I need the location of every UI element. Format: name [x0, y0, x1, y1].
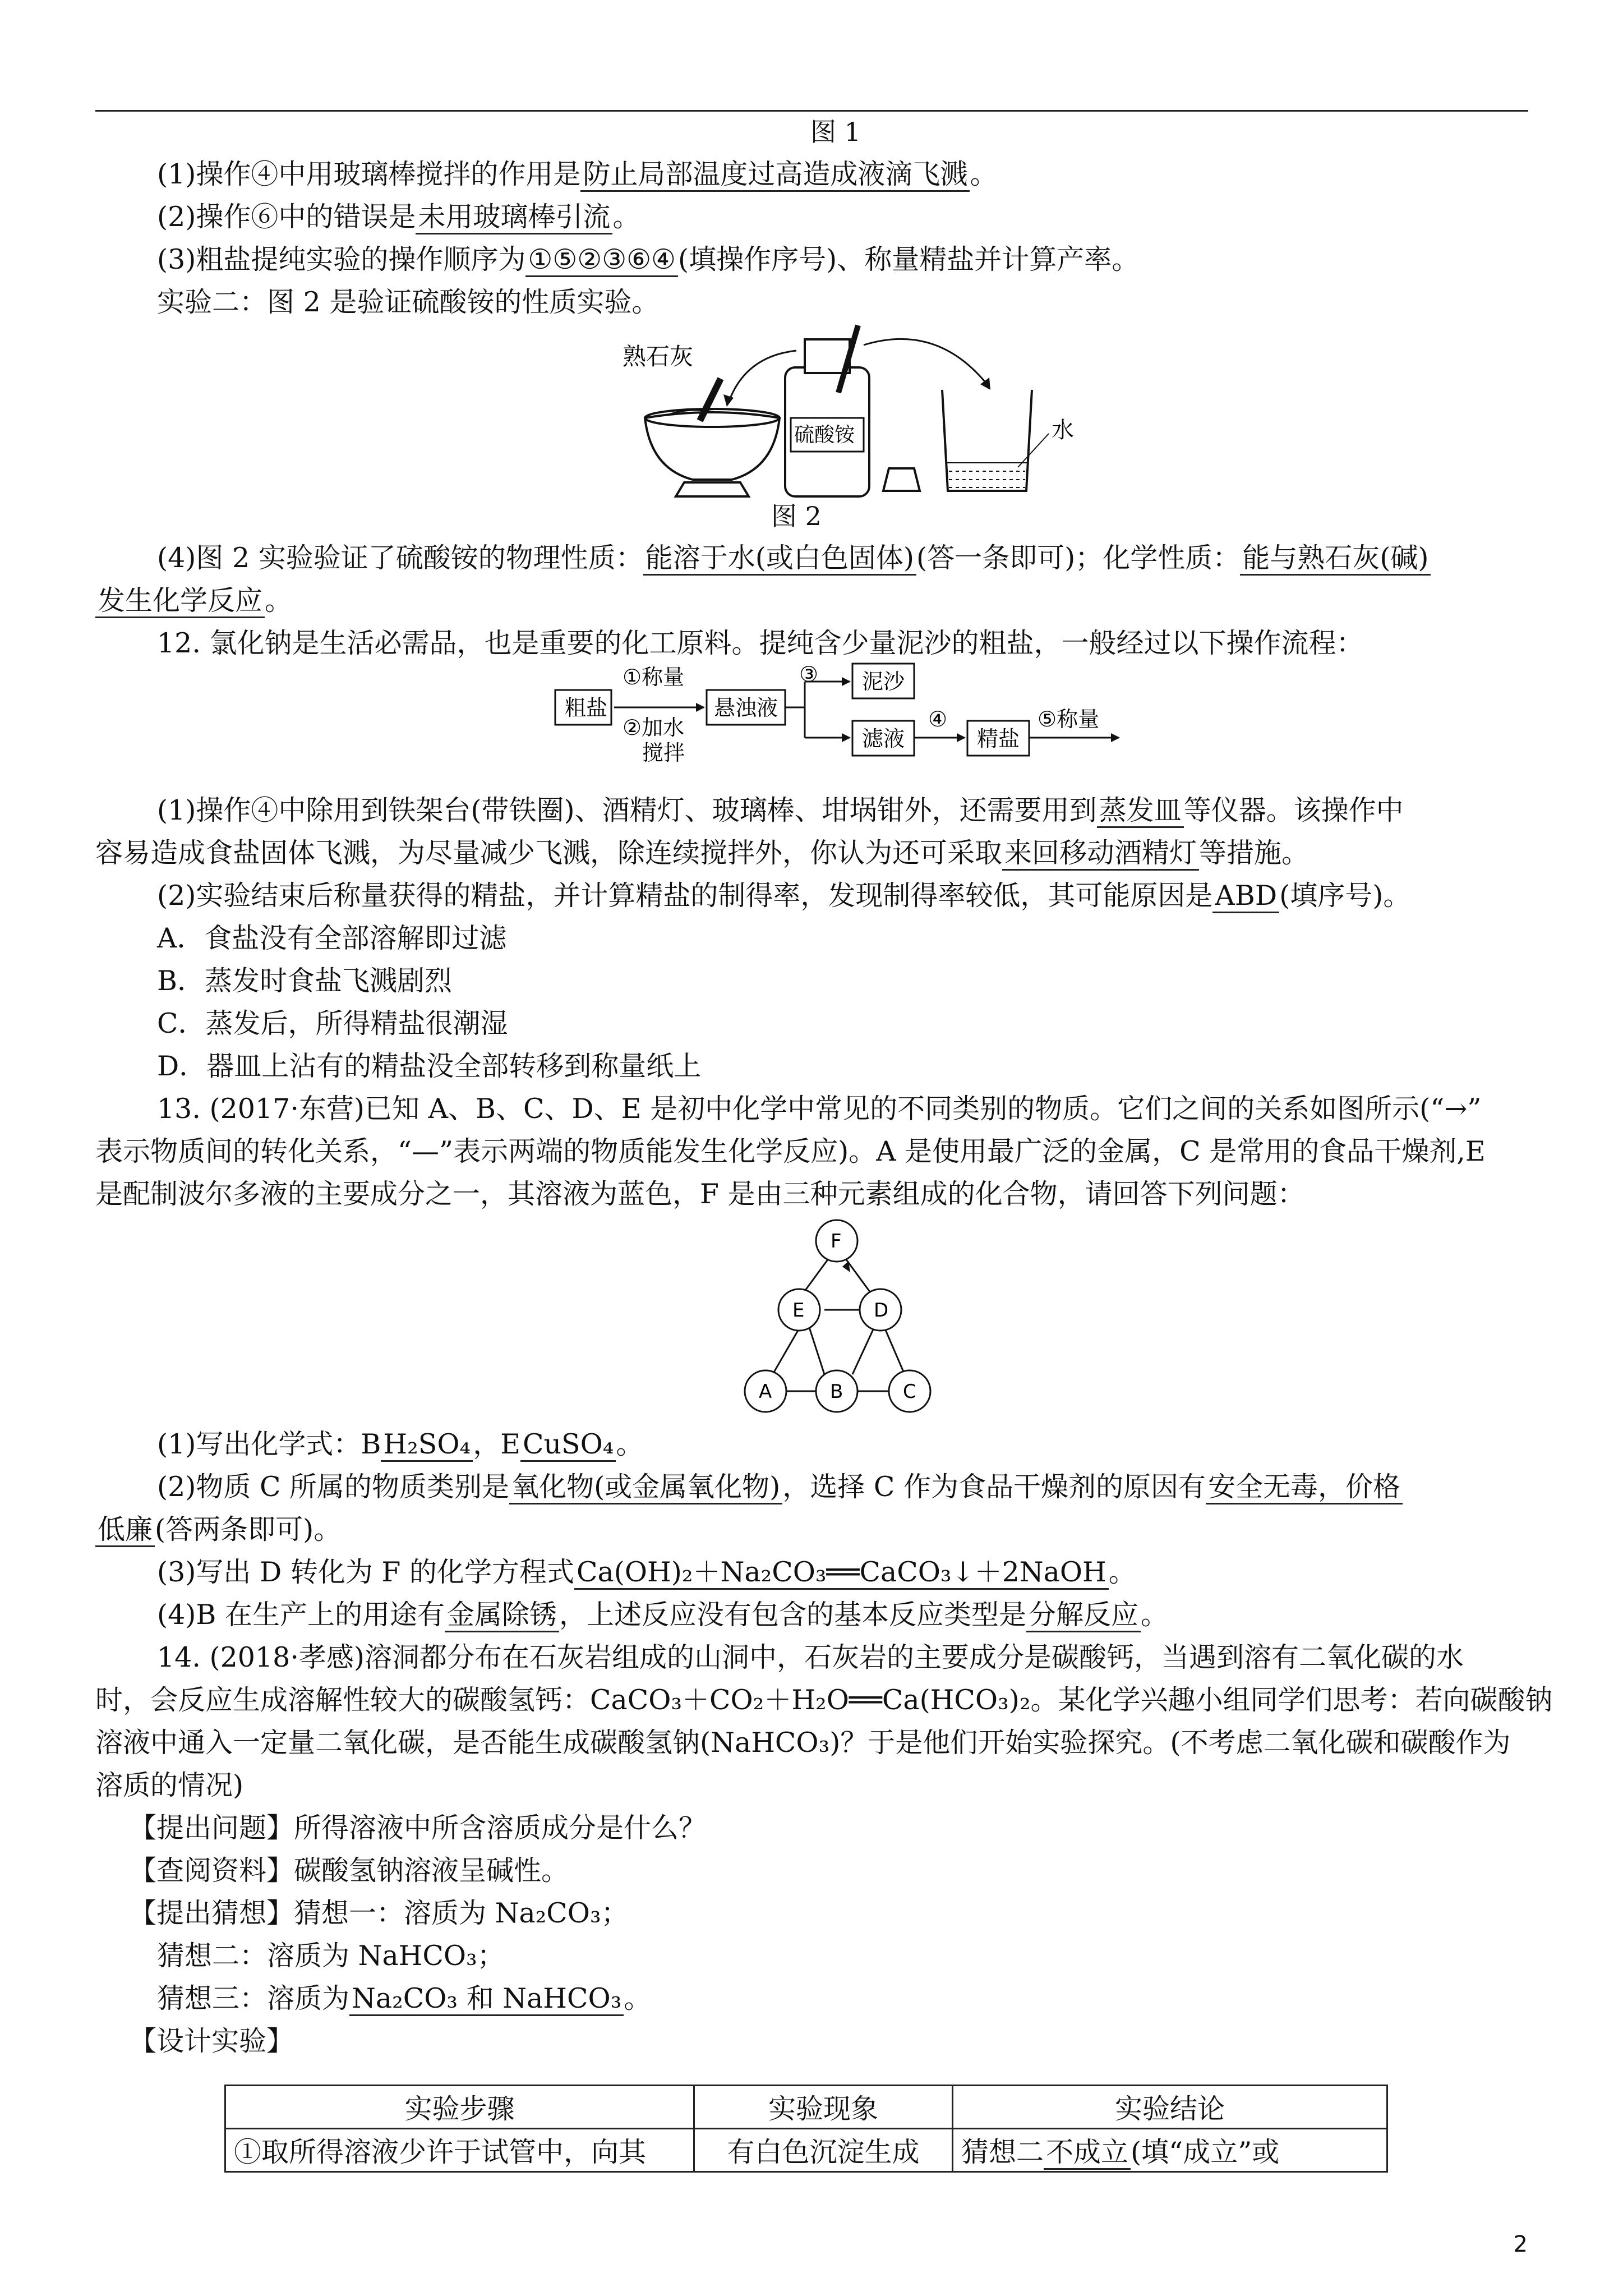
- q14-guess3-text: 猜想三：溶质为: [157, 1982, 350, 2014]
- q13-line-2: 表示物质间的转化关系，“—”表示两端的物质能发生化学反应)。A 是使用最广泛的金属，C 是常用的食品干燥剂,E: [95, 1135, 1486, 1167]
- mortar-icon: [645, 412, 780, 480]
- q13-a1-answer-e: CuSO₄: [520, 1428, 616, 1462]
- q13-answer-1: [157, 1425, 643, 1464]
- q12-p1-answer: 蒸发皿: [1097, 794, 1184, 828]
- node-e-label: E: [792, 1299, 805, 1322]
- q13-a3-answer: Ca(OH)₂＋Na₂CO₃══CaCO₃↓＋2NaOH: [574, 1556, 1109, 1590]
- flow-filtrate-label: 滤液: [862, 726, 905, 751]
- page-number: 2: [1513, 2231, 1528, 2257]
- q13-a1-answer-b: H₂SO₄: [381, 1428, 473, 1462]
- q14-guess-3: [157, 1979, 651, 2018]
- q13-a3-end: 。: [1108, 1556, 1136, 1588]
- q13-a1-mid: ，E: [473, 1428, 520, 1460]
- q12-flow-diagram: [552, 659, 1124, 777]
- q12-p2-text: (2)实验结束后称量获得的精盐，并计算精盐的制得率，发现制得率较低，其可能原因是: [157, 880, 1213, 912]
- q11-line-3: [157, 240, 1139, 279]
- flow-step1-label: ①称量: [623, 665, 685, 689]
- flow-step2b-label: 搅拌: [642, 740, 685, 765]
- q14-guess-2: 猜想二：溶质为 NaHCO₃；: [157, 1940, 505, 1972]
- q11-line-1: [157, 155, 997, 194]
- q13-a2-answer-2: 安全无毒，价格: [1206, 1471, 1403, 1504]
- pestle-icon: [700, 379, 721, 421]
- row1-step: ①取所得溶液少许于试管中，向其: [225, 2129, 694, 2172]
- q11-l5-answer-2: 能与熟石灰(碱): [1240, 542, 1431, 576]
- label-lime: 熟石灰: [623, 343, 694, 370]
- q12-p1b-text: 容易造成食盐固体飞溅，为尽量减少飞溅，除连续搅拌外，你认为还可采取: [95, 837, 1003, 869]
- node-a-label: A: [759, 1381, 772, 1403]
- q12-intro: 12. 氯化钠是生活必需品，也是重要的化工原料。提纯含少量泥沙的粗盐，一般经过以下操作流程：: [157, 627, 1364, 659]
- q12-p1b: [95, 834, 1309, 873]
- q14-line-1: 14. (2018·孝感)溶洞都分布在石灰岩组成的山洞中，石灰岩的主要成分是碳酸钙，当遇到溶有二氧化碳的水: [157, 1641, 1464, 1673]
- label-ammonium-sulfate: 硫酸铵: [794, 424, 855, 447]
- arrow-to-beaker-icon: [864, 339, 987, 384]
- q11-line-2: [157, 197, 640, 237]
- q12-p2: [157, 876, 1410, 915]
- flow-crude-label: 粗盐: [565, 696, 608, 720]
- q13-answer-2b: [95, 1510, 341, 1549]
- table-header-row: [225, 2086, 1387, 2129]
- q12-p1b-answer: 来回移动酒精灯: [1002, 837, 1199, 871]
- stopper-icon: [883, 468, 920, 491]
- row1-conclusion-end: (填“成立”或: [1131, 2136, 1280, 2168]
- q14-info: 【查阅资料】碳酸氢钠溶液呈碱性。: [129, 1855, 569, 1887]
- q12-p1b-end: 等措施。: [1199, 837, 1310, 869]
- q12-option-d: D．器皿上沾有的精盐没全部转移到称量纸上: [157, 1050, 702, 1082]
- row1-conclusion-text: 猜想二: [961, 2136, 1044, 2168]
- q12-p2-end: (填序号)。: [1279, 880, 1411, 912]
- flow-step3-label: ③: [799, 662, 819, 687]
- q12-p2-answer: ABD: [1212, 880, 1279, 913]
- q11-l3-end: (填操作序号)、称量精盐并计算产率。: [678, 243, 1140, 275]
- q14-guess3-end: 。: [624, 1982, 652, 2014]
- q13-a2b-answer: 低廉: [95, 1513, 155, 1547]
- label-water: 水: [1052, 417, 1074, 443]
- q12-option-a: A．食盐没有全部溶解即过滤: [157, 922, 507, 954]
- q12-p1-end: 等仪器。该操作中: [1183, 794, 1404, 826]
- q13-line-3: 是配制波尔多液的主要成分之一，其溶液为蓝色，F 是由三种元素组成的化合物，请回答下列问题：: [95, 1178, 1305, 1210]
- node-b-label: B: [830, 1381, 843, 1403]
- q12-option-b: B．蒸发时食盐飞溅剧烈: [157, 965, 453, 997]
- table-header-phenomenon: 实验现象: [694, 2086, 953, 2129]
- q11-l5-text: (4)图 2 实验验证了硫酸铵的物理性质：: [157, 542, 643, 574]
- figure-2-diagram: [617, 323, 1099, 502]
- beaker-icon: [942, 390, 1032, 491]
- q14-guess-1: 【提出猜想】猜想一：溶质为 Na₂CO₃；: [129, 1897, 629, 1929]
- q11-line-6: [95, 581, 292, 620]
- table-row: [225, 2129, 1387, 2172]
- q11-l1-text: (1)操作④中用玻璃棒搅拌的作用是: [157, 158, 581, 190]
- node-d-label: D: [874, 1299, 889, 1322]
- flow-step4-label: ④: [928, 707, 948, 731]
- node-f-label: F: [831, 1230, 842, 1253]
- q13-answer-4: [157, 1595, 1168, 1635]
- flow-suspension-label: 悬浊液: [714, 696, 778, 720]
- q13-a4-end: 。: [1141, 1599, 1169, 1631]
- flow-mud-label: 泥沙: [862, 669, 905, 694]
- q13-a2-mid: ，选择 C 作为食品干燥剂的原因有: [782, 1471, 1206, 1503]
- q13-a4-mid: ，上述反应没有包含的基本反应类型是: [559, 1599, 1027, 1631]
- q11-line-5: [157, 539, 1431, 578]
- q14-line-2: 时，会反应生成溶解性较大的碳酸氢钙：CaCO₃＋CO₂＋H₂O══Ca(HCO₃)₂。某化学兴趣小组同学们思考：若向碳酸钠: [95, 1684, 1553, 1716]
- q13-a4-answer-1: 金属除锈: [445, 1599, 559, 1632]
- q14-line-4: 溶质的情况): [95, 1769, 244, 1801]
- q11-line-4: 实验二：图 2 是验证硫酸铵的性质实验。: [157, 286, 660, 318]
- figure-2-caption: 图 2: [771, 501, 822, 531]
- q11-l2-answer: 未用玻璃棒引流: [416, 201, 612, 234]
- q13-a2-text: (2)物质 C 所属的物质类别是: [157, 1471, 510, 1503]
- figure-1-caption: 图 1: [810, 117, 861, 147]
- q12-option-c: C．蒸发后，所得精盐很潮湿: [157, 1007, 508, 1039]
- q11-l1-end: 。: [970, 158, 998, 190]
- q14-line-3: 溶液中通入一定量二氧化碳，是否能生成碳酸氢钠(NaHCO₃)？于是他们开始实验探究。(不考虑二氧化碳和碳酸作为: [95, 1727, 1511, 1759]
- q11-l5-answer-1: 能溶于水(或白色固体): [643, 542, 916, 576]
- q12-p1-text: (1)操作④中除用到铁架台(带铁圈)、酒精灯、玻璃棒、坩埚钳外，还需要用到: [157, 794, 1097, 826]
- q13-a1-text: (1)写出化学式：B: [157, 1428, 381, 1460]
- q13-a2b-end: (答两条即可)。: [155, 1513, 342, 1545]
- table-header-conclusion: 实验结论: [953, 2086, 1387, 2129]
- q11-l6-end: 。: [265, 585, 293, 616]
- q13-relation-diagram: [718, 1212, 965, 1436]
- q11-l6-answer: 发生化学反应: [95, 585, 265, 618]
- q11-l2-text: (2)操作⑥中的错误是: [157, 201, 416, 233]
- q13-a3-text: (3)写出 D 转化为 F 的化学方程式: [157, 1556, 574, 1588]
- q13-a4-answer-2: 分解反应: [1026, 1599, 1141, 1632]
- q11-l3-answer: ①⑤②③⑥④: [525, 243, 678, 277]
- q12-p1: [157, 791, 1404, 830]
- flow-step2-label: ②加水: [623, 715, 685, 740]
- header-rule: [95, 110, 1528, 112]
- q14-design: 【设计实验】: [129, 2025, 294, 2057]
- experiment-table: [224, 2085, 1388, 2173]
- node-c-label: C: [903, 1381, 916, 1403]
- table-header-step: 实验步骤: [225, 2086, 694, 2129]
- row1-phenomenon: 有白色沉淀生成: [694, 2129, 953, 2172]
- q13-a1-end: 。: [616, 1428, 644, 1460]
- q14-guess3-answer: Na₂CO₃ 和 NaHCO₃: [349, 1982, 624, 2016]
- q13-a2-answer-1: 氧化物(或金属氧化物): [509, 1471, 782, 1504]
- row1-conclusion: [953, 2129, 1387, 2172]
- q14-question: 【提出问题】所得溶液中所含溶质成分是什么？: [129, 1812, 707, 1844]
- flow-step5-label: ⑤称量: [1038, 707, 1100, 731]
- q11-l1-answer: 防止局部温度过高造成液滴飞溅: [580, 158, 970, 192]
- q13-answer-2: [157, 1467, 1403, 1507]
- q13-line-1: 13. (2017·东营)已知 A、B、C、D、E 是初中化学中常见的不同类别的物质。它们之间的关系如图所示(“→”: [157, 1093, 1482, 1125]
- q13-answer-3: [157, 1553, 1136, 1592]
- q11-l5-mid: (答一条即可)；化学性质：: [916, 542, 1241, 574]
- row1-conclusion-answer: 不成立: [1044, 2136, 1131, 2170]
- q13-a4-text: (4)B 在生产上的用途有: [157, 1599, 445, 1631]
- q11-l2-end: 。: [612, 201, 640, 233]
- flow-fine-label: 精盐: [977, 726, 1020, 751]
- q11-l3-text: (3)粗盐提纯实验的操作顺序为: [157, 243, 526, 275]
